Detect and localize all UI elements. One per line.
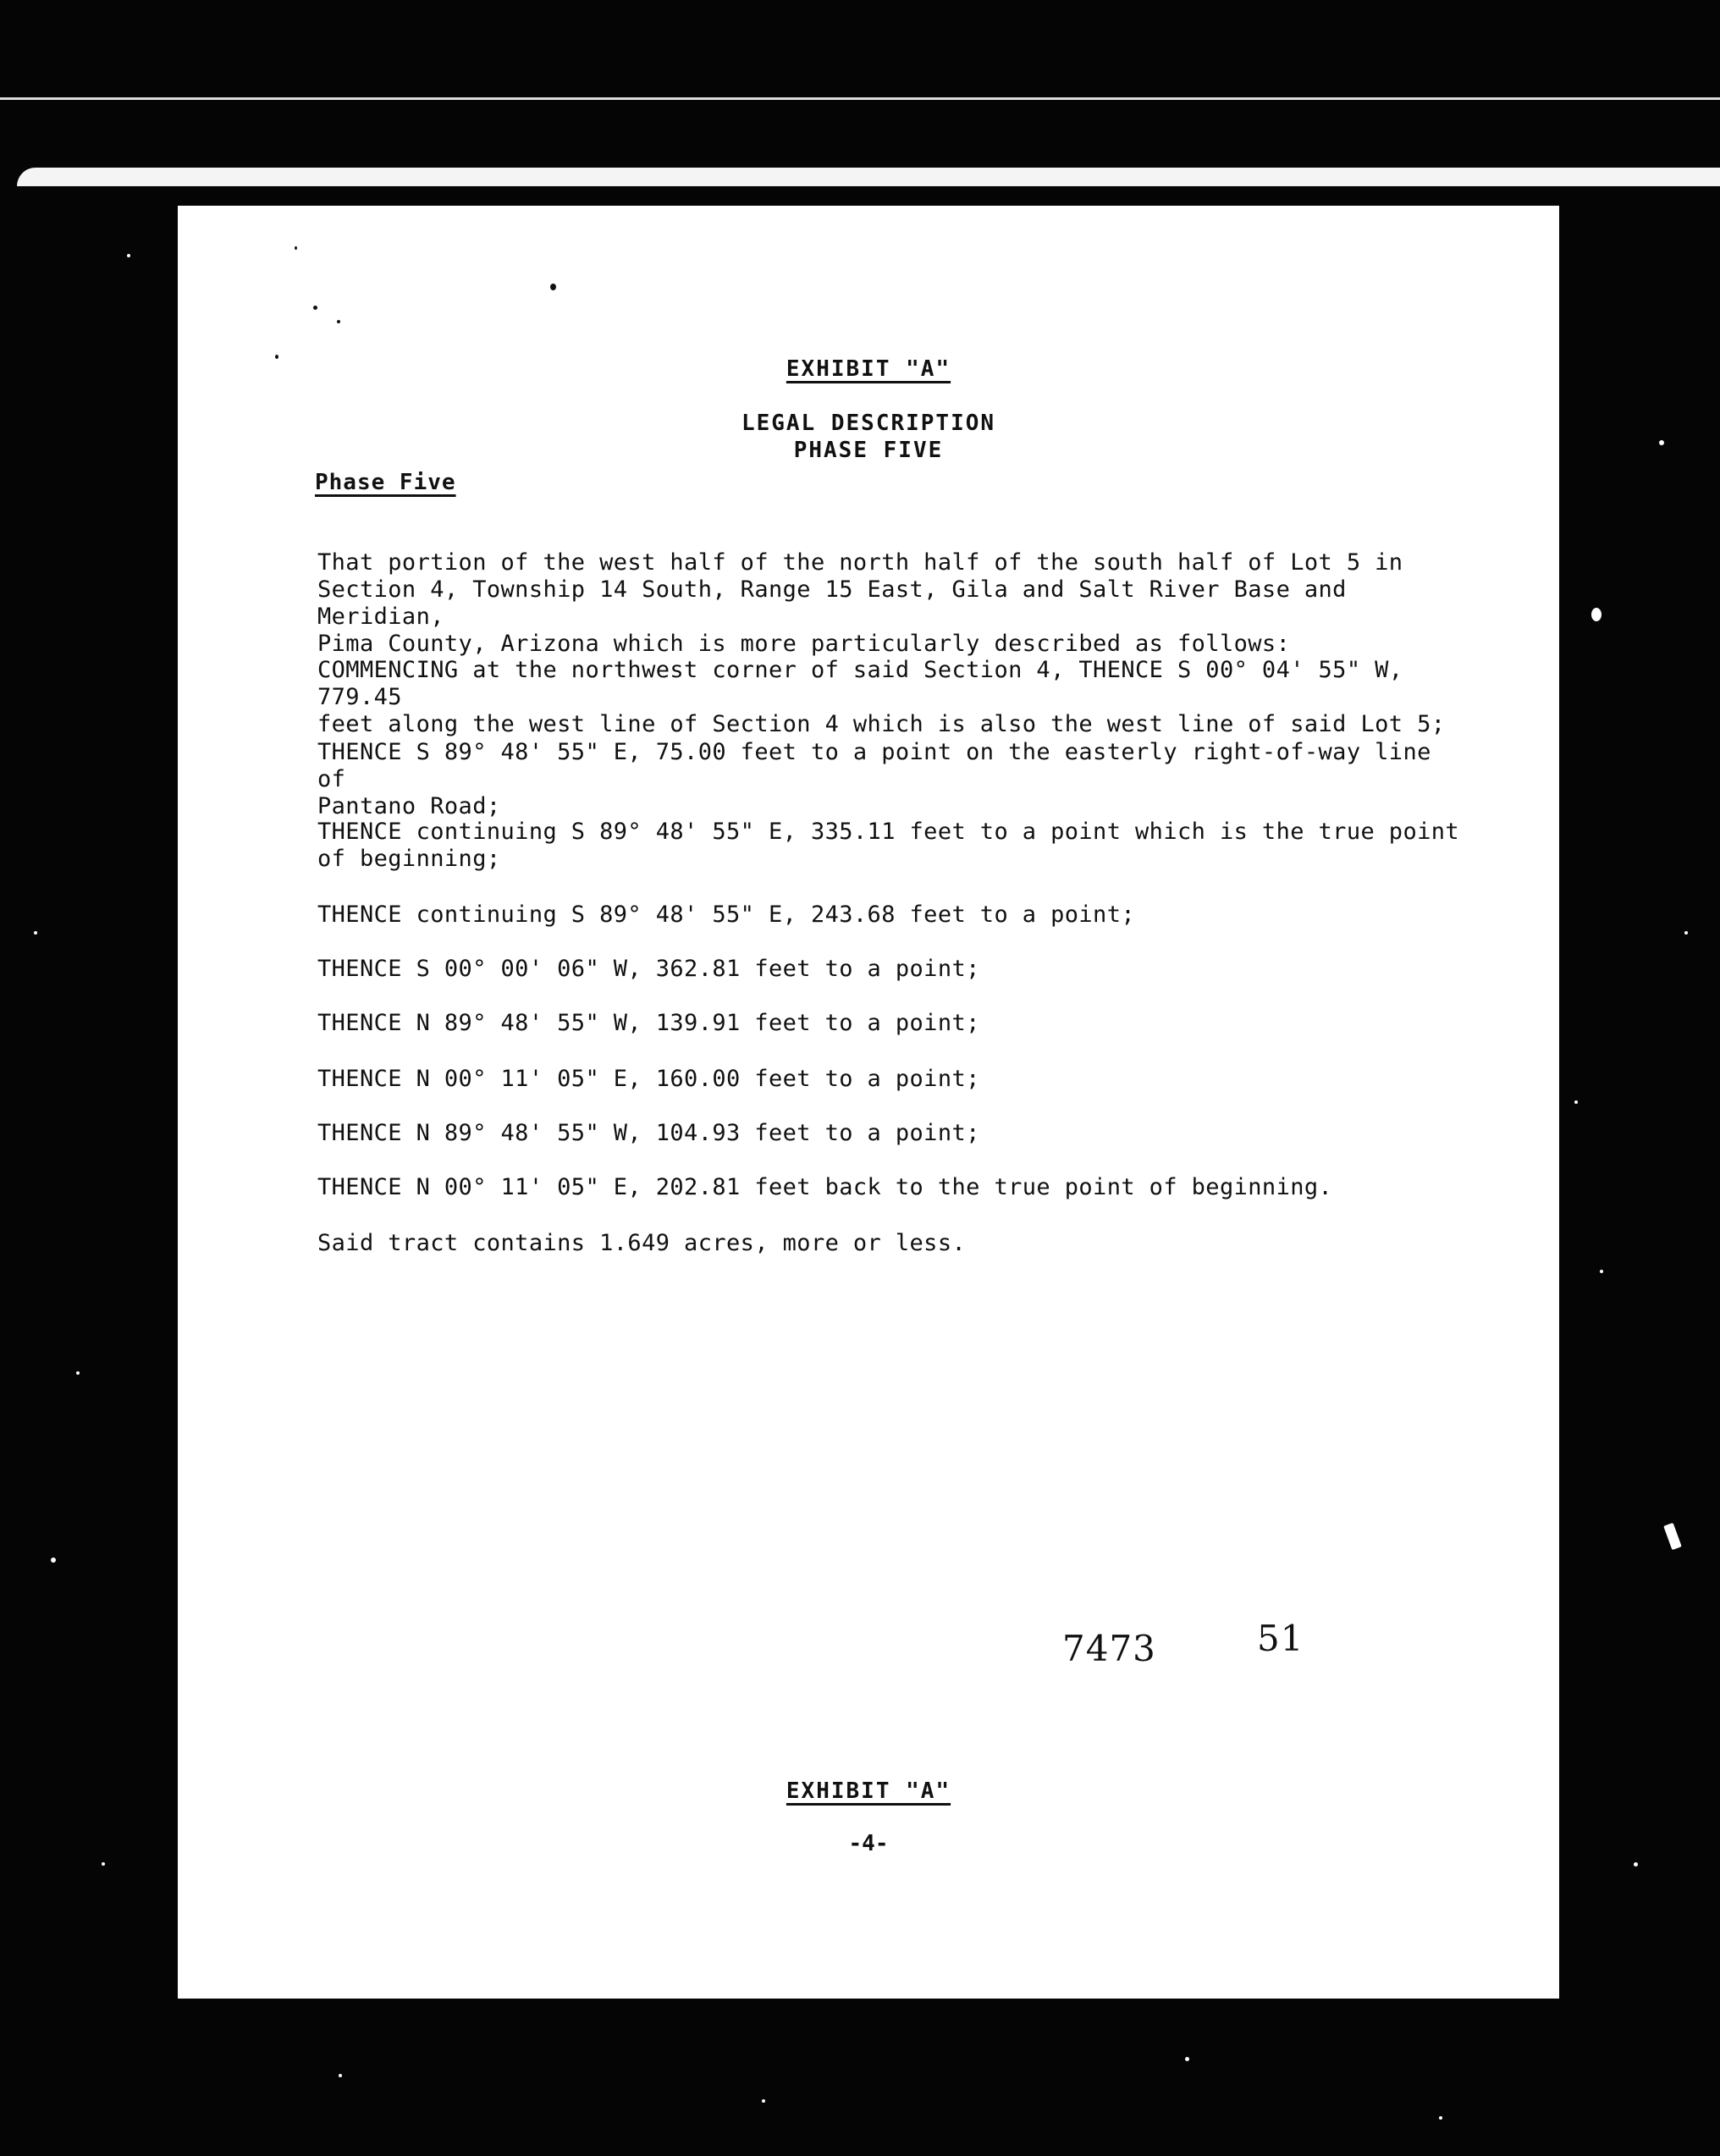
scan-noise xyxy=(550,284,556,290)
scan-noise xyxy=(313,306,317,310)
scan-noise xyxy=(34,931,37,935)
phase-five-heading: PHASE FIVE xyxy=(793,438,944,463)
scan-noise xyxy=(1663,1523,1682,1550)
section-heading: Phase Five xyxy=(315,470,456,495)
scan-noise xyxy=(1439,2116,1442,2120)
scan-page-top-edge xyxy=(17,168,1720,186)
commencing-paragraph: COMMENCING at the northwest corner of said Section 4, THENCE S 00° 04' 55" W, 779.45 feet along the west line of Section 4 which is also the west line of said Lot 5; xyxy=(317,657,1446,737)
scan-noise xyxy=(76,1371,80,1375)
page-number: -4- xyxy=(848,1831,889,1856)
scan-noise xyxy=(1634,1862,1638,1867)
scan-noise xyxy=(1659,440,1664,445)
scan-noise xyxy=(102,1862,105,1866)
scan-top-rule xyxy=(0,97,1720,100)
scan-noise xyxy=(1185,2057,1189,2061)
recording-stamp-page: 51 xyxy=(1257,1618,1304,1659)
acreage-paragraph: Said tract contains 1.649 acres, more or less. xyxy=(317,1230,967,1256)
scan-noise xyxy=(295,246,297,250)
scan-noise xyxy=(337,320,340,323)
footer-exhibit-title: EXHIBIT "A" xyxy=(786,1778,951,1804)
thence-paragraph-1: THENCE S 89° 48' 55" E, 75.00 feet to a point on the easterly right-of-way line of Pantano Road; xyxy=(317,739,1431,819)
thence-paragraph-6: THENCE N 00° 11' 05" E, 160.00 feet to a point; xyxy=(317,1066,980,1092)
scan-noise xyxy=(1574,1100,1578,1104)
scan-noise xyxy=(762,2099,765,2103)
scan-noise xyxy=(1600,1270,1603,1273)
thence-paragraph-3: THENCE continuing S 89° 48' 55" E, 243.68 feet to a point; xyxy=(317,902,1136,928)
scan-noise xyxy=(1684,931,1688,935)
scan-noise xyxy=(127,254,130,257)
thence-paragraph-4: THENCE S 00° 00' 06" W, 362.81 feet to a point; xyxy=(317,956,980,982)
legal-description-document xyxy=(178,206,1559,1999)
recording-stamp-docket: 7473 xyxy=(1062,1628,1156,1669)
thence-paragraph-8: THENCE N 00° 11' 05" E, 202.81 feet back to the true point of beginning. xyxy=(317,1174,1333,1200)
thence-paragraph-5: THENCE N 89° 48' 55" W, 139.91 feet to a point; xyxy=(317,1010,980,1036)
scan-noise xyxy=(339,2074,342,2077)
document-page xyxy=(178,206,1559,1999)
thence-paragraph-7: THENCE N 89° 48' 55" W, 104.93 feet to a point; xyxy=(317,1120,980,1146)
exhibit-title: EXHIBIT "A" xyxy=(786,356,951,382)
legal-description-heading: LEGAL DESCRIPTION xyxy=(741,411,996,436)
scan-noise xyxy=(51,1558,56,1563)
thence-paragraph-2: THENCE continuing S 89° 48' 55" E, 335.11 feet to a point which is the true point of beginning; xyxy=(317,819,1460,872)
scan-noise xyxy=(1591,608,1601,621)
intro-paragraph: That portion of the west half of the north half of the south half of Lot 5 in Section 4, Township 14 South, Range 15 East, Gila and Salt River Base and Meridian, Pima County, Arizona which is more particularly described as follows: xyxy=(317,549,1403,657)
